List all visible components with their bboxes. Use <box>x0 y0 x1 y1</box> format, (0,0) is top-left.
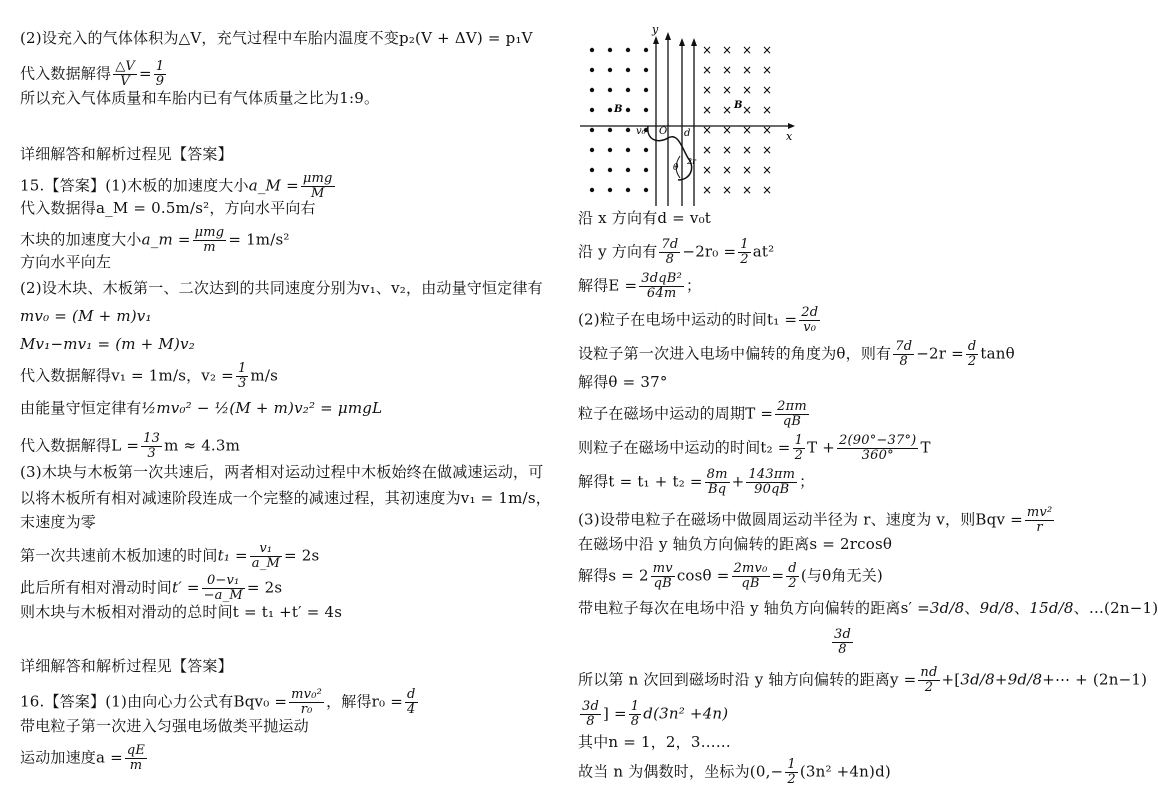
field-cross: × <box>762 143 773 157</box>
field-cross: × <box>722 163 733 177</box>
field-cross: × <box>722 123 733 137</box>
field-dot <box>644 68 648 72</box>
field-dot <box>590 128 594 132</box>
field-cross: × <box>702 143 713 157</box>
field-dot <box>626 108 630 112</box>
field-dot <box>590 168 594 172</box>
field-arrow-icon <box>679 38 685 46</box>
field-cross: × <box>762 83 773 97</box>
q16-line-1: 16.【答案】(1)由向心力公式有Bqv₀ = $\frac{\text{mv₀²}}{\text{r₀}}$ ，解得r₀ = $\frac{d}{4}$ <box>20 687 416 717</box>
field-cross: × <box>702 123 713 137</box>
q16-line-8: 设粒子第一次进入电场中偏转的角度为θ，则有 $\frac{7d}{8}$ −2r = $\frac{d}{2}$ tanθ <box>578 339 1015 369</box>
field-dot <box>644 48 648 52</box>
q15-line-7: Mv₁−mv₁ = (m + M)v₂ <box>20 335 195 353</box>
q16-line-15: 解得s = 2 $\frac{mv}{qB}$ cosθ = $\frac{\text{2mv₀}}{qB}$ = $\frac{d}{2}$ (与θ角无关) <box>578 561 883 591</box>
field-dot <box>644 108 648 112</box>
field-dot <box>626 168 630 172</box>
q15-line-8: 代入数据解得v₁ = 1m/s，v₂ = $\frac{1}{3}$ m/s <box>20 361 278 391</box>
q15-line-1: 15.【答案】(1)木板的加速度大小a_M = $\frac{\text{μmg}}{M}$ <box>20 171 333 201</box>
b-label-left: B <box>614 104 623 115</box>
x-axis-arrow-icon <box>788 123 795 129</box>
field-cross: × <box>702 63 713 77</box>
q15-line-2: 代入数据得a_M = 0.5m/s²，方向水平向右 <box>20 199 316 217</box>
field-arrow-icon <box>691 38 697 46</box>
field-dot <box>644 188 648 192</box>
field-dot <box>626 128 630 132</box>
q15-line-14: 第一次共速前木板加速的时间t₁ = $\frac{\text{v₁}}{a\_M}$ = 2s <box>20 541 320 571</box>
field-dot <box>644 148 648 152</box>
q16-line-19: $\frac{3d}{8}$ ] = $\frac{1}{8}$ d(3n² +4n) <box>582 699 729 729</box>
q15-line-3: 木块的加速度大小a_m = $\frac{\text{μmg}}{m}$ = 1m/s² <box>20 225 290 255</box>
field-cross: × <box>762 43 773 57</box>
field-cross: × <box>702 183 713 197</box>
field-arrow-icon <box>653 36 659 44</box>
field-cross: × <box>722 43 733 57</box>
y-axis-label: y <box>652 23 659 36</box>
q16-line-7: (2)粒子在电场中运动的时间t₁ = $\frac{2d}{\text{v₀}}$ <box>578 305 819 335</box>
q16-line-18: 所以第 n 次回到磁场时沿 y 轴方向偏转的距离y = $\frac{nd}{2}$ +[3d/8+9d/8+⋯ + (2n−1) <box>578 665 1148 695</box>
q16-line-3: 运动加速度a = $\frac{qE}{m}$ <box>20 743 146 773</box>
field-dot <box>644 88 648 92</box>
field-dot <box>590 68 594 72</box>
field-dot <box>608 128 612 132</box>
field-dot <box>626 188 630 192</box>
field-dot <box>608 168 612 172</box>
q15-line-9: 由能量守恒定律有½mv₀² − ½(M + m)v₂² = μmgL <box>20 399 383 417</box>
field-cross: × <box>702 163 713 177</box>
field-dot <box>626 148 630 152</box>
q16-line-17: $\frac{3d}{8}$ <box>834 627 851 657</box>
q16-line-14: 在磁场中沿 y 轴负方向偏转的距离s = 2rcosθ <box>578 535 893 553</box>
q14-line-1: (2)设充入的气体体积为△V，充气过程中车胎内温度不变p₂(V + ΔV) = p₁V <box>20 29 533 47</box>
two-r-label: 2r <box>687 157 696 166</box>
q16-line-12: 解得t = t₁ + t₂ = $\frac{8m}{Bq}$ + $\frac{143\pi m}{90qB}$ ； <box>578 467 815 497</box>
field-cross: × <box>722 63 733 77</box>
dots-left-field <box>590 48 648 192</box>
q15-line-12: 以将木板所有相对减速阶段连成一个完整的减速过程，其初速度为v₁ = 1m/s， <box>20 489 551 507</box>
field-cross: × <box>742 163 753 177</box>
field-dot <box>608 88 612 92</box>
detail-link-text-1: 详细解答和解析过程见【答案】 <box>20 145 233 163</box>
field-dot <box>590 188 594 192</box>
field-dot <box>590 48 594 52</box>
b-label-right: B <box>734 100 743 111</box>
q16-line-5: 沿 y 方向有 $\frac{7d}{8}$ −2r₀ = $\frac{1}{2}$ at² <box>578 237 775 267</box>
q14-line-3: 所以充入气体质量和车胎内已有气体质量之比为1:9。 <box>20 89 380 107</box>
field-diagram <box>578 23 798 210</box>
field-cross: × <box>742 83 753 97</box>
q16-line-9: 解得θ = 37° <box>578 373 668 391</box>
field-cross: × <box>702 103 713 117</box>
q16-line-11: 则粒子在磁场中运动的时间t₂ = $\frac{1}{2}$ T + $\frac{2(90^\circ-37^\circ)}{360^\circ}$ T <box>578 433 931 463</box>
field-dot <box>608 48 612 52</box>
q15-line-13: 末速度为零 <box>20 513 97 531</box>
q15-line-10: 代入数据解得L = $\frac{13}{3}$ m ≈ 4.3m <box>20 431 241 461</box>
field-cross: × <box>702 83 713 97</box>
y-axis-arrow-icon <box>665 32 671 40</box>
field-cross: × <box>742 63 753 77</box>
q15-line-15: 此后所有相对滑动时间t′ = $\frac{\text{0−v₁}}{-a\_M}$ = 2s <box>20 573 283 603</box>
field-cross: × <box>702 43 713 57</box>
field-dot <box>626 48 630 52</box>
field-dot <box>590 108 594 112</box>
field-dot <box>626 68 630 72</box>
field-dot <box>608 188 612 192</box>
field-cross: × <box>742 43 753 57</box>
field-cross: × <box>722 183 733 197</box>
q15-line-11: (3)木块与木板第一次共速后，两者相对运动过程中木板始终在做减速运动，可 <box>20 463 544 481</box>
field-cross: × <box>762 183 773 197</box>
q15-line-4: 方向水平向左 <box>20 253 112 271</box>
q16-line-16: 带电粒子每次在电场中沿 y 轴负方向偏转的距离s′ =3d/8、9d/8、15d/8、…(2n−1) <box>578 599 1158 617</box>
theta-label: θ <box>673 163 679 173</box>
q15-line-6: mv₀ = (M + m)v₁ <box>20 307 152 325</box>
field-cross: × <box>742 123 753 137</box>
field-cross: × <box>722 103 733 117</box>
field-dot <box>626 88 630 92</box>
q16-line-10: 粒子在磁场中运动的周期T = $\frac{2\pi m}{qB}$ <box>578 399 807 429</box>
q15-line-16: 则木块与木板相对滑动的总时间t = t₁ +t′ = 4s <box>20 603 343 621</box>
q16-line-2: 带电粒子第一次进入匀强电场做类平抛运动 <box>20 717 309 735</box>
field-cross: × <box>762 103 773 117</box>
field-cross: × <box>722 143 733 157</box>
field-cross: × <box>762 63 773 77</box>
field-dot <box>590 88 594 92</box>
q16-line-13: (3)设带电粒子在磁场中做圆周运动半径为 r、速度为 v，则Bqv = $\frac{\text{mv²}}{r}$ <box>578 505 1053 535</box>
field-cross: × <box>742 103 753 117</box>
field-cross: × <box>762 163 773 177</box>
origin-label: O <box>659 126 668 137</box>
field-dot <box>590 148 594 152</box>
d-label: d <box>684 128 691 139</box>
field-dot <box>608 68 612 72</box>
field-cross: × <box>742 143 753 157</box>
q15-line-5: (2)设木块、木板第一、二次达到的共同速度分别为v₁、v₂，由动量守恒定律有 <box>20 279 543 297</box>
q14-line-2: 代入数据解得 $\frac{\triangle V}{V}$ = $\frac{1}{9}$ <box>20 59 165 89</box>
detail-link-text-2: 详细解答和解析过程见【答案】 <box>20 657 233 675</box>
field-dot <box>644 168 648 172</box>
q16-line-20: 其中n = 1，2，3…… <box>578 733 731 751</box>
q16-line-4: 沿 x 方向有d = v₀t <box>578 209 712 227</box>
field-cross: × <box>762 123 773 137</box>
v0-label: v₀ <box>636 126 646 137</box>
q16-line-21: 故当 n 为偶数时，坐标为(0,− $\frac{1}{2}$ (3n² +4n)d) <box>578 757 891 787</box>
crosses-right-field <box>702 43 772 197</box>
q16-line-6: 解得E = $\frac{\text{3dqB²}}{64m}$ ； <box>578 271 702 301</box>
field-cross: × <box>742 183 753 197</box>
field-dot <box>608 148 612 152</box>
field-dot <box>608 108 612 112</box>
x-axis-label: x <box>786 130 793 143</box>
field-cross: × <box>722 83 733 97</box>
